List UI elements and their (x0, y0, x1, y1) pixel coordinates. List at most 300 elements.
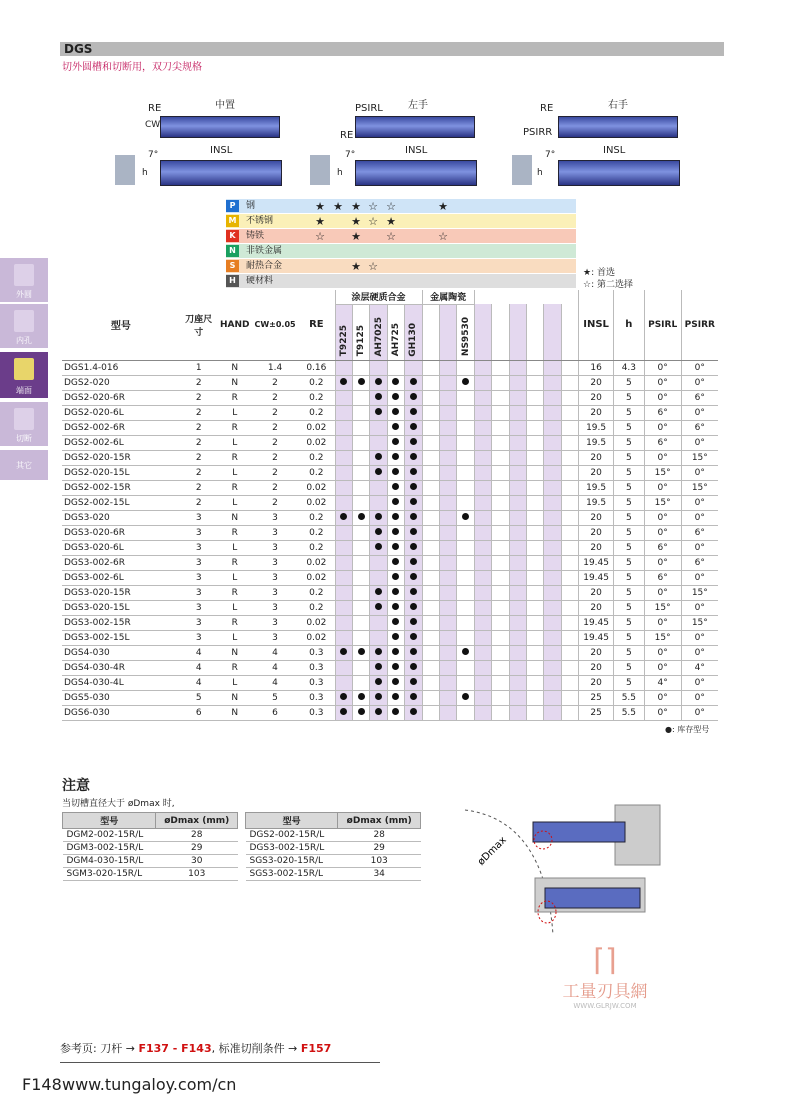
cell-grade (474, 675, 491, 690)
table-row (62, 540, 718, 555)
material-code-badge: P (226, 200, 239, 212)
cell-grade (422, 480, 439, 495)
cell-grade (439, 435, 456, 450)
insert-center-top-view (160, 116, 280, 138)
cell-grade (439, 630, 456, 645)
cell-grade (335, 420, 352, 435)
cell-grade (422, 420, 439, 435)
col-grade-empty (422, 304, 439, 360)
cell-grade (457, 570, 474, 585)
cell-grade (370, 675, 387, 690)
cell-grade (335, 510, 352, 525)
cell-grade (335, 690, 352, 705)
cell-grade (335, 465, 352, 480)
cell-re: 0.02 (298, 555, 335, 570)
cell-grade (405, 570, 422, 585)
stock-dot-icon (392, 378, 399, 385)
cell-grade (492, 690, 509, 705)
cell-insl: 16 (579, 360, 614, 375)
col-grade-empty (474, 304, 491, 360)
cell-hand: L (218, 630, 252, 645)
stock-dot-icon (462, 378, 469, 385)
col-grade-empty (439, 304, 456, 360)
cell-grade (474, 420, 491, 435)
cell-grade (544, 555, 561, 570)
stock-dot-icon (392, 528, 399, 535)
cell-psirr: 0° (681, 570, 718, 585)
cell-h: 5 (614, 420, 645, 435)
cell-grade (492, 510, 509, 525)
cell-psirl: 0° (644, 450, 681, 465)
col-group-coated: 涂层硬质合金 (335, 290, 422, 304)
dmax-row (246, 868, 421, 881)
col-grade-empty (544, 304, 561, 360)
cell-grade (492, 480, 509, 495)
cell-model: DGS3-002-6L (62, 570, 180, 585)
cell-cw: 3 (252, 555, 298, 570)
cell-psirl: 15° (644, 465, 681, 480)
stock-dot-icon (410, 423, 417, 430)
cell-model: DGS2-020-6L (62, 405, 180, 420)
table-row (62, 420, 718, 435)
cell-seat: 3 (180, 570, 218, 585)
cell-grade (405, 705, 422, 720)
grade-label: T9125 (356, 325, 367, 357)
drawing-center-re: RE (148, 103, 162, 114)
side-tab-internal[interactable]: 内孔 (0, 304, 48, 348)
cell-grade (509, 660, 526, 675)
cell-psirl: 6° (644, 570, 681, 585)
col-insl: INSL (579, 290, 614, 360)
cell-grade (544, 510, 561, 525)
cell-grade (370, 360, 387, 375)
cell-psirl: 6° (644, 435, 681, 450)
cell-grade (439, 660, 456, 675)
stock-dot-icon (392, 513, 399, 520)
stock-dot-icon (392, 648, 399, 655)
cell-grade (387, 405, 404, 420)
stock-dot-icon (392, 558, 399, 565)
grade-label: AH7025 (373, 316, 384, 357)
cell-grade (387, 615, 404, 630)
cell-grade (422, 525, 439, 540)
ref-holder: 刀杆 (100, 1042, 123, 1055)
cell-re: 0.02 (298, 570, 335, 585)
cell-model: DGS3-002-15L (62, 630, 180, 645)
cell-hand: R (218, 660, 252, 675)
stock-dot-icon (410, 408, 417, 415)
stock-dot-icon (340, 513, 347, 520)
cell-grade (526, 435, 543, 450)
cell-grade (492, 555, 509, 570)
cell-grade (457, 675, 474, 690)
star-outline-icon: ☆ (315, 230, 325, 243)
cell-grade (561, 375, 578, 390)
cell-grade (544, 465, 561, 480)
col-grade (457, 304, 474, 360)
cell-seat: 3 (180, 510, 218, 525)
cell-model: DGS5-030 (62, 690, 180, 705)
cell-h: 5 (614, 615, 645, 630)
cell-grade (561, 585, 578, 600)
side-tab-cutoff[interactable]: 切断 (0, 402, 48, 446)
stock-dot-icon (410, 498, 417, 505)
cell-grade (387, 570, 404, 585)
cell-psirr: 0° (681, 435, 718, 450)
cell-hand: L (218, 495, 252, 510)
cell-h: 5 (614, 570, 645, 585)
cell-grade (474, 405, 491, 420)
col-re: RE (298, 290, 335, 360)
drawing-center-title: 中置 (215, 100, 235, 111)
dmax-left-col-model: 型号 (63, 813, 156, 829)
material-code-badge: S (226, 260, 239, 272)
stock-dot-icon (392, 438, 399, 445)
stock-dot-icon (410, 378, 417, 385)
cell-grade (561, 450, 578, 465)
cell-grade (405, 675, 422, 690)
insert-left-top-view (355, 116, 475, 138)
cell-insl: 19.45 (579, 570, 614, 585)
cell-h: 5 (614, 585, 645, 600)
side-tab-face[interactable]: 端面 (0, 352, 48, 398)
cell-grade (492, 705, 509, 720)
cell-grade (352, 645, 369, 660)
stock-dot-icon (375, 408, 382, 415)
cell-cw: 2 (252, 450, 298, 465)
stock-dot-icon (392, 483, 399, 490)
cell-psirr: 0° (681, 630, 718, 645)
cell-grade (526, 540, 543, 555)
cell-grade (474, 435, 491, 450)
side-tab-other[interactable]: 其它 (0, 450, 48, 480)
cell-re: 0.02 (298, 630, 335, 645)
grade-label: T9225 (338, 325, 349, 357)
col-grade (370, 304, 387, 360)
dmax-model: DGM3-002-15R/L (63, 842, 156, 855)
cell-cw: 1.4 (252, 360, 298, 375)
stock-dot-icon (392, 408, 399, 415)
cell-psirl: 0° (644, 360, 681, 375)
cell-seat: 3 (180, 525, 218, 540)
stock-dot-icon (340, 378, 347, 385)
cell-psirr: 0° (681, 600, 718, 615)
drawing-left-re: RE (340, 130, 354, 141)
cell-grade (509, 480, 526, 495)
col-h: h (614, 290, 645, 360)
ref-pages-conditions-link[interactable]: F157 (300, 1042, 332, 1055)
cell-grade (474, 450, 491, 465)
cell-grade (370, 690, 387, 705)
cell-grade (352, 390, 369, 405)
stock-dot-icon (375, 378, 382, 385)
side-tab-external[interactable]: 外圆 (0, 258, 48, 302)
cell-psirl: 15° (644, 600, 681, 615)
col-hand: HAND (218, 290, 252, 360)
cell-insl: 19.5 (579, 435, 614, 450)
cell-re: 0.2 (298, 465, 335, 480)
dmax-value: 29 (156, 842, 238, 855)
cell-grade (422, 705, 439, 720)
star-outline-icon: ☆ (386, 200, 396, 213)
cell-grade (474, 360, 491, 375)
material-code-badge: K (226, 230, 239, 242)
cell-grade (457, 435, 474, 450)
table-row (62, 480, 718, 495)
dmax-row (63, 855, 238, 868)
cell-grade (509, 540, 526, 555)
stock-dot-icon (462, 513, 469, 520)
cell-grade (422, 645, 439, 660)
table-row (62, 660, 718, 675)
cell-grade (405, 585, 422, 600)
cell-grade (561, 645, 578, 660)
dmax-value: 28 (156, 829, 238, 842)
stock-dot-icon (340, 708, 347, 715)
table-row (62, 690, 718, 705)
material-row-n (226, 244, 576, 259)
cell-grade (370, 630, 387, 645)
col-grade (387, 304, 404, 360)
cell-insl: 20 (579, 600, 614, 615)
cell-psirr: 0° (681, 465, 718, 480)
cell-grade (492, 390, 509, 405)
cell-grade (387, 660, 404, 675)
dmax-table-left (62, 812, 238, 881)
cell-cw: 4 (252, 660, 298, 675)
cell-grade (509, 420, 526, 435)
stock-dot-icon (410, 678, 417, 685)
material-name: 耐热合金 (246, 261, 283, 271)
dmax-value: 28 (338, 829, 421, 842)
stock-dot-icon (392, 453, 399, 460)
cell-grade (544, 480, 561, 495)
cell-cw: 2 (252, 390, 298, 405)
dmax-row (63, 829, 238, 842)
cell-hand: R (218, 390, 252, 405)
cell-grade (370, 495, 387, 510)
cell-psirl: 15° (644, 630, 681, 645)
stock-dot-icon (375, 543, 382, 550)
cell-grade (370, 615, 387, 630)
cell-hand: L (218, 600, 252, 615)
cell-h: 4.3 (614, 360, 645, 375)
cell-grade (439, 570, 456, 585)
cell-seat: 3 (180, 615, 218, 630)
cell-grade (387, 420, 404, 435)
dmax-model: DGM2-002-15R/L (63, 829, 156, 842)
table-row (62, 405, 718, 420)
cell-grade (544, 420, 561, 435)
stock-dot-icon (410, 588, 417, 595)
cell-grade (439, 705, 456, 720)
insert-right-top-view (558, 116, 678, 138)
cell-grade (335, 525, 352, 540)
stock-dot-icon (375, 603, 382, 610)
cell-re: 0.02 (298, 435, 335, 450)
stock-dot-icon (340, 648, 347, 655)
ref-prefix: 参考页: (60, 1042, 97, 1055)
cell-grade (474, 600, 491, 615)
cell-cw: 2 (252, 495, 298, 510)
cell-grade (474, 510, 491, 525)
cell-re: 0.3 (298, 675, 335, 690)
cell-psirl: 0° (644, 480, 681, 495)
cell-psirl: 6° (644, 540, 681, 555)
cell-hand: R (218, 585, 252, 600)
cell-re: 0.3 (298, 705, 335, 720)
stock-dot-icon (462, 648, 469, 655)
cell-hand: R (218, 615, 252, 630)
cell-h: 5 (614, 435, 645, 450)
stock-dot-icon (392, 708, 399, 715)
stock-dot-icon (392, 498, 399, 505)
cell-grade (474, 390, 491, 405)
star-outline-icon: ☆ (386, 230, 396, 243)
stock-dot-icon (410, 708, 417, 715)
star-outline-icon: ☆ (368, 260, 378, 273)
cell-grade (405, 555, 422, 570)
cell-model: DGS3-020-15L (62, 600, 180, 615)
table-row (62, 615, 718, 630)
cell-grade (561, 525, 578, 540)
cell-grade (457, 660, 474, 675)
cell-grade (457, 555, 474, 570)
star-filled-icon: ★ (438, 200, 448, 213)
star-filled-icon: ★ (351, 215, 361, 228)
cell-cw: 4 (252, 645, 298, 660)
star-filled-icon: ★ (386, 215, 396, 228)
cell-h: 5 (614, 660, 645, 675)
dmax-row (63, 842, 238, 855)
drawing-left-angle: 7° (345, 150, 356, 160)
cell-grade (492, 540, 509, 555)
cell-grade (422, 540, 439, 555)
cell-grade (561, 690, 578, 705)
website-link[interactable]: www.tungaloy.com/cn (62, 1075, 237, 1094)
cell-grade (526, 630, 543, 645)
cell-grade (492, 615, 509, 630)
cell-grade (474, 585, 491, 600)
dmax-value: 103 (338, 855, 421, 868)
stock-dot-icon (375, 513, 382, 520)
cell-grade (526, 420, 543, 435)
cell-grade (561, 390, 578, 405)
table-row (62, 705, 718, 720)
cell-seat: 1 (180, 360, 218, 375)
dmax-row (246, 829, 421, 842)
drawing-center-angle: 7° (148, 150, 159, 160)
cell-grade (526, 570, 543, 585)
cell-grade (370, 405, 387, 420)
cell-h: 5 (614, 675, 645, 690)
material-code-badge: M (226, 215, 239, 227)
cell-grade (405, 495, 422, 510)
cell-re: 0.2 (298, 525, 335, 540)
cell-grade (509, 360, 526, 375)
cell-seat: 4 (180, 660, 218, 675)
drawing-right-h: h (537, 168, 543, 178)
cell-hand: L (218, 540, 252, 555)
cell-grade (352, 435, 369, 450)
cell-model: DGS3-002-15R (62, 615, 180, 630)
stock-dot-icon (410, 513, 417, 520)
cell-grade (544, 585, 561, 600)
cell-grade (526, 405, 543, 420)
cell-grade (387, 450, 404, 465)
stock-dot-icon (410, 393, 417, 400)
cell-re: 0.02 (298, 615, 335, 630)
cell-model: DGS3-020-15R (62, 585, 180, 600)
cell-grade (352, 705, 369, 720)
stock-dot-icon (462, 693, 469, 700)
cell-grade (526, 600, 543, 615)
cell-psirr: 0° (681, 705, 718, 720)
cell-re: 0.2 (298, 375, 335, 390)
cell-model: DGS2-020 (62, 375, 180, 390)
cell-grade (561, 435, 578, 450)
cell-h: 5 (614, 510, 645, 525)
stock-dot-icon (392, 543, 399, 550)
cell-psirl: 4° (644, 675, 681, 690)
table-row (62, 570, 718, 585)
star-filled-icon: ★ (351, 230, 361, 243)
cell-grade (457, 615, 474, 630)
stock-dot-icon (392, 393, 399, 400)
ref-pages-holder-link[interactable]: F137 - F143 (138, 1042, 212, 1055)
workpiece-center (115, 155, 135, 185)
cell-re: 0.02 (298, 495, 335, 510)
cell-grade (526, 585, 543, 600)
cell-grade (335, 705, 352, 720)
insert-right-side-view (558, 160, 680, 186)
cell-grade (405, 525, 422, 540)
cell-insl: 20 (579, 645, 614, 660)
stock-dot-icon (358, 708, 365, 715)
cell-grade (509, 465, 526, 480)
external-turning-icon (14, 264, 34, 286)
cell-model: DGS1.4-016 (62, 360, 180, 375)
cell-grade (335, 375, 352, 390)
cell-grade (544, 645, 561, 660)
cell-grade (370, 705, 387, 720)
cell-grade (387, 510, 404, 525)
cell-re: 0.2 (298, 405, 335, 420)
cell-grade (474, 480, 491, 495)
cell-grade (544, 435, 561, 450)
dmax-model: SGS3-002-15R/L (246, 868, 338, 881)
cell-re: 0.2 (298, 600, 335, 615)
cell-grade (352, 615, 369, 630)
stock-dot-icon (375, 528, 382, 535)
cell-grade (439, 420, 456, 435)
cell-model: DGS3-020-6L (62, 540, 180, 555)
cell-grade (492, 585, 509, 600)
stock-dot-icon (410, 558, 417, 565)
stock-dot-icon (375, 453, 382, 460)
cell-grade (561, 420, 578, 435)
table-row (62, 555, 718, 570)
cell-grade (387, 375, 404, 390)
cell-grade (457, 585, 474, 600)
cell-h: 5 (614, 405, 645, 420)
cell-grade (352, 600, 369, 615)
cell-grade (370, 420, 387, 435)
cell-grade (561, 675, 578, 690)
table-row (62, 375, 718, 390)
stock-dot-icon (375, 693, 382, 700)
stock-note: ●: 库存型号 (665, 725, 710, 734)
